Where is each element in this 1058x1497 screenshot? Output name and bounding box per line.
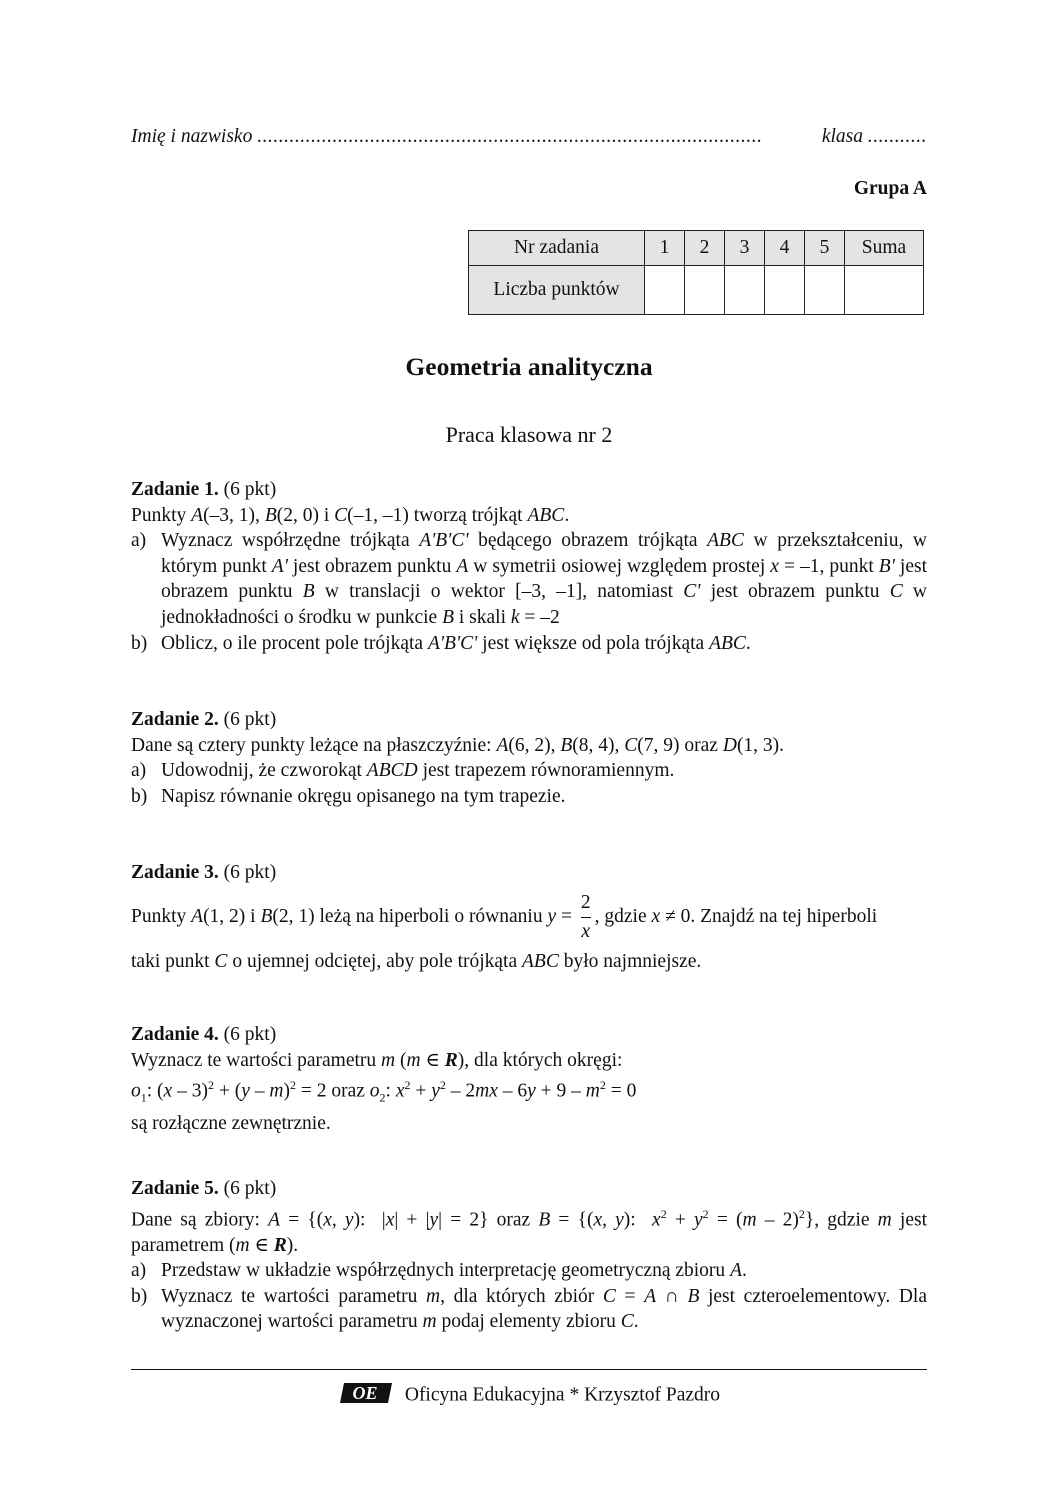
task-3 [131, 860, 927, 974]
score-cell-1[interactable] [645, 266, 685, 315]
score-cell-5[interactable] [805, 266, 845, 315]
task-3-line1: Punkty A(1, 2) i B(2, 1) leżą na hiperboli o równaniu y = $\frac{2}{x}$ , gdzie x ≠ 0. Znajdź na tej hiperboli [131, 891, 878, 942]
page-subtitle: Praca klasowa nr 2 [445, 422, 613, 447]
score-cell-sum[interactable] [845, 266, 924, 315]
score-cell-4[interactable] [765, 266, 805, 315]
task-5-part-b: b) Wyznacz te wartości parametru m, dla których zbiór C = A ∩ B jest czteroelementowy. Dla wyznaczonej wartości parametru m podaj elementy zbioru C. [131, 1285, 927, 1333]
score-col-sum: Suma [845, 231, 924, 266]
task-5 [131, 1176, 927, 1335]
fraction: $\frac{2}{x}$ [580, 891, 591, 942]
class-dots: ........... [867, 126, 927, 147]
score-col-5: 5 [805, 231, 845, 266]
score-row2-label: Liczba punktów [469, 266, 645, 315]
task-2-intro: Dane są cztery punkty leżące na płaszczyźnie: A(6, 2), B(8, 4), C(7, 9) oraz D(1, 3). [131, 734, 785, 756]
score-col-1: 1 [645, 231, 685, 266]
score-cell-2[interactable] [685, 266, 725, 315]
task-4-heading: Zadanie 4. (6 pkt) [131, 1024, 277, 1045]
name-dots: .............................................................................................. [257, 126, 763, 147]
score-col-3: 3 [725, 231, 765, 266]
task-1-part-b: b) Oblicz, o ile procent pole trójkąta A'B'C' jest większe od pola trójkąta ABC. [131, 632, 751, 654]
task-4-intro: Wyznacz te wartości parametru m (m ∈ R), dla których okręgi: [131, 1049, 623, 1071]
score-row1-label: Nr zadania [469, 231, 645, 266]
group-label: Grupa A [853, 178, 927, 199]
score-col-4: 4 [765, 231, 805, 266]
task-1-heading: Zadanie 1. (6 pkt) [131, 479, 277, 500]
svg-text:OE: OE [352, 1383, 378, 1403]
footer [0, 1381, 1058, 1411]
page-title: Geometria analityczna [405, 352, 653, 381]
footer-rule [131, 1369, 927, 1370]
name-label: Imię i nazwisko [131, 126, 253, 147]
task-5-part-a: a) Przedstaw w układzie współrzędnych interpretację geometryczną zbioru A. [131, 1260, 747, 1282]
task-1-part-a: a) Wyznacz współrzędne trójkąta A'B'C' będącego obrazem trójkąta ABC w przekształceniu, w którym punkt A' jest obrazem punktu A w symetrii osiowej względem prostej x = –1, punkt B' jest obrazem punktu B w translacji o wektor [–3, –1], natomiast C' jest obrazem punktu C w jednokładności o środku w punkcie B i skali k = –2 [131, 530, 927, 628]
name-line [131, 126, 927, 154]
class-label: klasa [821, 126, 863, 147]
publisher-logo-icon [338, 1381, 394, 1411]
score-col-2: 2 [685, 231, 725, 266]
task-2-part-a: a) Udowodnij, że czworokąt ABCD jest trapezem równoramiennym. [131, 760, 675, 782]
task-1-intro: Punkty A(–3, 1), B(2, 0) i C(–1, –1) tworzą trójkąt ABC. [131, 504, 570, 526]
score-cell-3[interactable] [725, 266, 765, 315]
task-3-heading: Zadanie 3. (6 pkt) [131, 862, 277, 883]
task-2-heading: Zadanie 2. (6 pkt) [131, 709, 277, 730]
score-table [468, 230, 924, 315]
task-3-line2: taki punkt C o ujemnej odciętej, aby pole trójkąta ABC było najmniejsze. [131, 950, 702, 972]
publisher-name: Oficyna Edukacyjna * Krzysztof Pazdro [404, 1384, 720, 1406]
task-2-part-b: b) Napisz równanie okręgu opisanego na tym trapezie. [131, 785, 566, 807]
task-4 [131, 1022, 927, 1137]
task-2 [131, 707, 927, 809]
task-4-equations: $o_1$: (x – 3)$^2$ + (y – m)$^2$ = 2 oraz $o_2$: $x^2 + y^2 - 2mx - 6y + 9 - m^2 = 0$ [131, 1078, 637, 1105]
task-5-intro: Dane są zbiory: A = {(x, y): |x| + |y| = 2} oraz B = {(x, y): $x^2 + y^2 = (m - 2)^2$}, gdzie m jest parametrem (m ∈ R). [131, 1206, 928, 1256]
task-1 [131, 477, 927, 656]
task-5-heading: Zadanie 5. (6 pkt) [131, 1178, 277, 1199]
task-4-outro: są rozłączne zewnętrznie. [131, 1113, 331, 1135]
